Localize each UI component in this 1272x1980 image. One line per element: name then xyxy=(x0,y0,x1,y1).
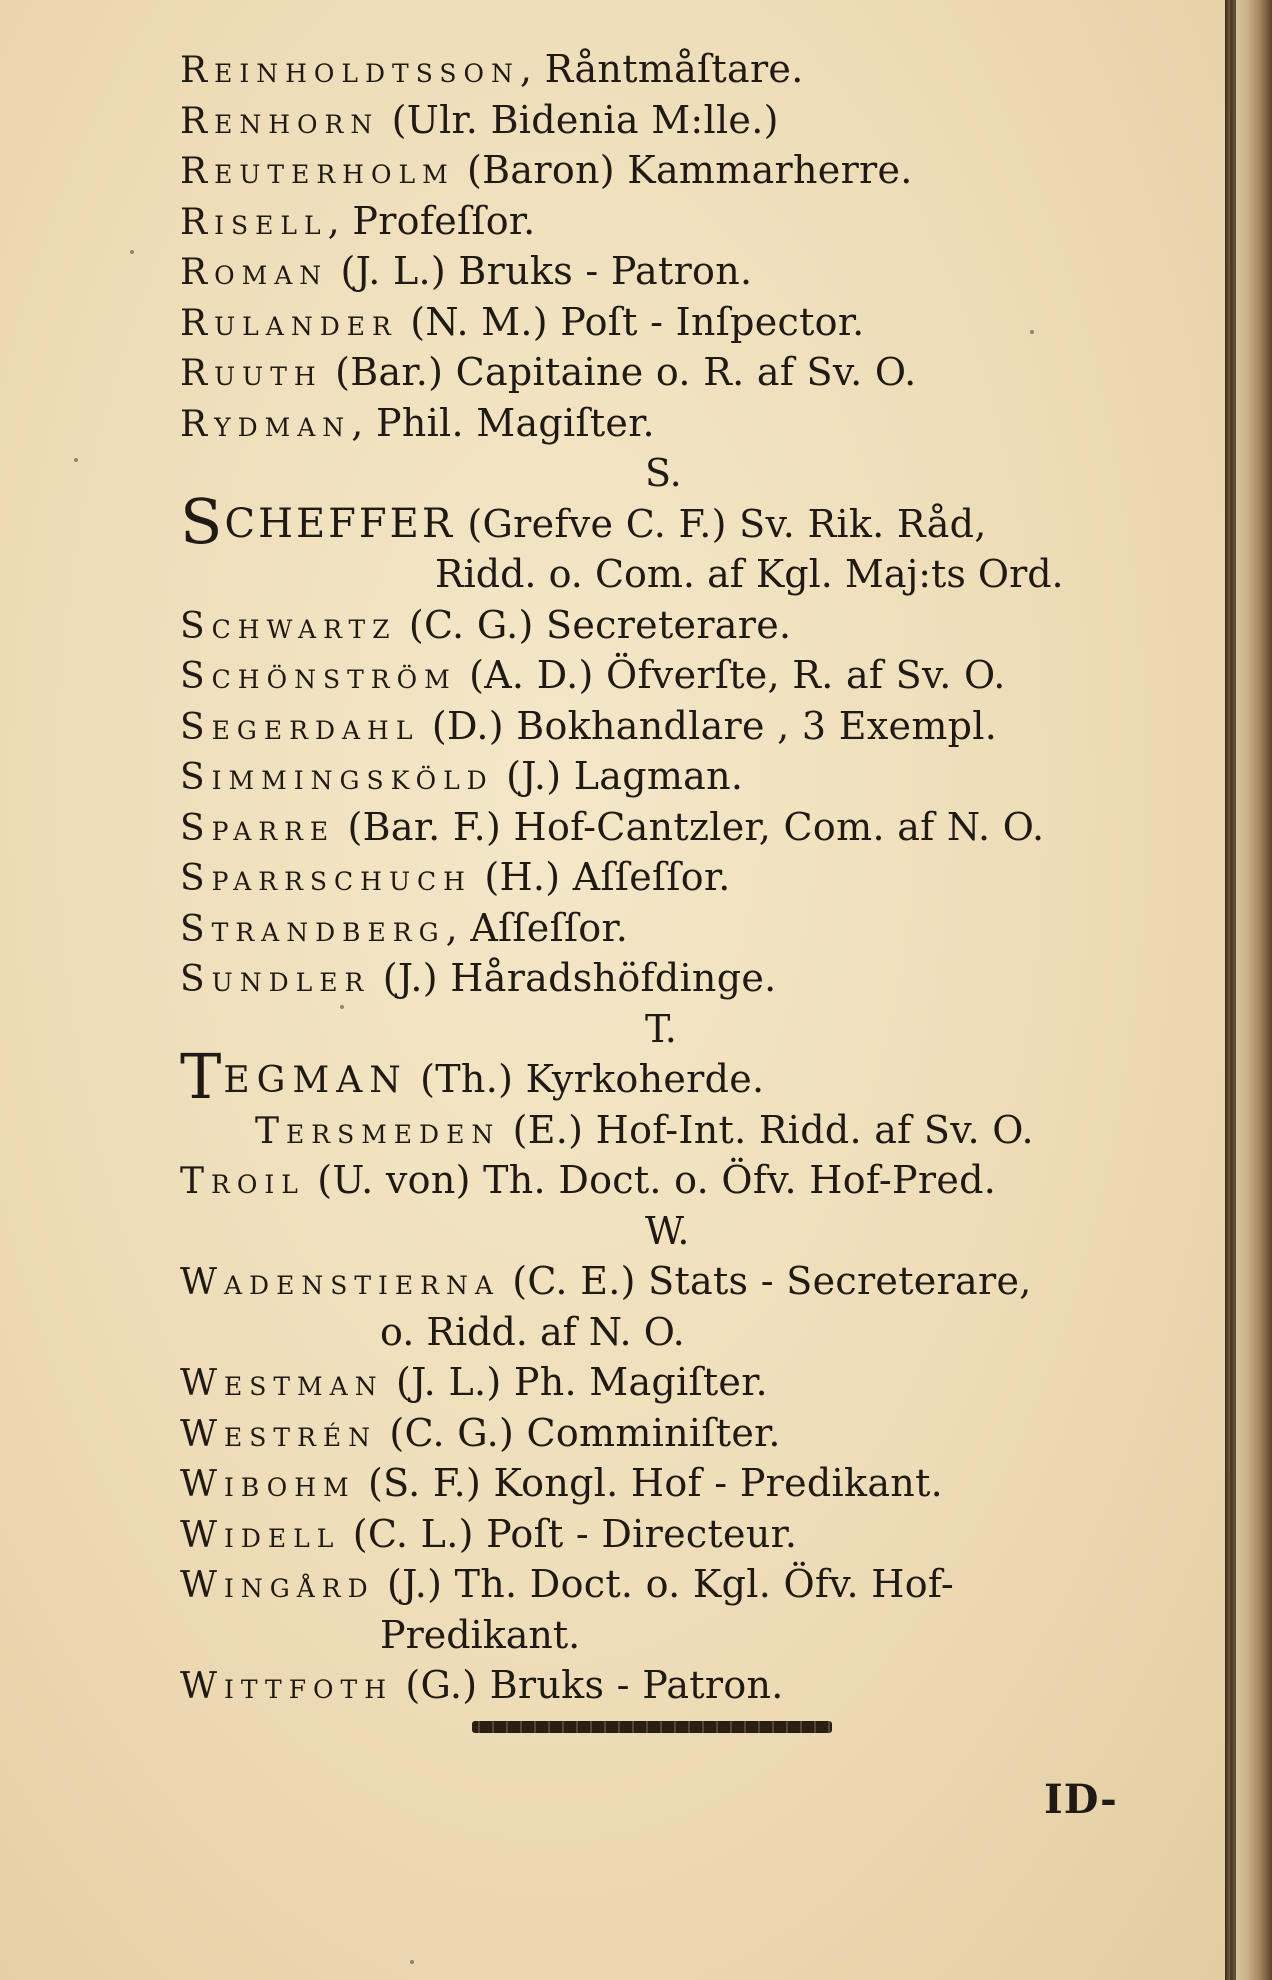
list-entry xyxy=(180,347,1140,398)
entry-name: Rulander xyxy=(180,302,398,344)
entry-name: Troil xyxy=(180,1161,305,1202)
entry-name: Ruuth xyxy=(180,353,323,394)
list-entry xyxy=(180,145,1140,196)
entry-text: (S. F.) Kongl. Hof - Predikant. xyxy=(355,1461,944,1505)
section-letter: T. xyxy=(645,1006,677,1051)
entry-name: Widell xyxy=(180,1514,341,1556)
entry-text: (C. E.) Stats - Secreterare, xyxy=(499,1259,1032,1303)
entry-text: , Phil. Magiſter. xyxy=(351,400,655,445)
entry-name: Schönström xyxy=(180,656,457,697)
entry-text: (G.) Bruks - Patron. xyxy=(393,1663,784,1707)
entry-name: Renhorn xyxy=(180,100,380,142)
section-letter: S. xyxy=(645,451,682,495)
entry-name: Rydman xyxy=(180,403,352,445)
entry-name: Wingård xyxy=(180,1565,375,1606)
list-entry xyxy=(180,650,1140,701)
entry-name: Reinholdtsson xyxy=(180,50,520,91)
section-letter: W. xyxy=(645,1208,690,1253)
entry-continuation: Predikant. xyxy=(380,1612,581,1657)
entry-name: Simmingsköld xyxy=(180,757,494,798)
entry-name: Sparre xyxy=(180,807,336,849)
list-entry xyxy=(180,903,1140,954)
list-entry xyxy=(180,484,1140,558)
entry-name: Westrén xyxy=(180,1413,378,1455)
list-entry xyxy=(180,398,1140,449)
subscriber-list xyxy=(180,44,1140,1711)
entry-text: (Baron) Kammarherre. xyxy=(454,148,913,192)
list-entry xyxy=(180,1256,1140,1307)
entry-text: (N. M.) Poſt - Inſpector. xyxy=(397,299,865,344)
entry-name: Sparrschuch xyxy=(180,858,472,899)
entry-text: (J. L.) Bruks - Patron. xyxy=(328,249,753,293)
entry-text: , Råntmåſtare. xyxy=(519,47,804,91)
entry-text: , Aſſeſſor. xyxy=(445,905,629,950)
list-entry xyxy=(180,1040,1140,1113)
entry-name: Wibohm xyxy=(180,1464,356,1505)
entry-name: Schwartz xyxy=(180,605,397,647)
entry-name: Strandberg xyxy=(180,908,446,950)
entry-name: Wittfoth xyxy=(180,1666,394,1707)
entry-text: (J.) Th. Doct. o. Kgl. Öfv. Hof- xyxy=(374,1562,955,1606)
entry-continuation: Ridd. o. Com. af Kgl. Maj:ts Ord. xyxy=(435,552,1064,596)
entry-text: (E.) Hof-Int. Ridd. af Sv. O. xyxy=(500,1107,1034,1152)
initial-capital: T xyxy=(180,1040,222,1113)
entry-text: (H.) Aſſeſſor. xyxy=(471,855,731,899)
entry-name: CHEFFER xyxy=(224,500,455,547)
entry-text: (D.) Bokhandlare , 3 Exempl. xyxy=(419,703,998,748)
entry-name: Wadenstierna xyxy=(180,1262,500,1303)
list-entry xyxy=(180,1357,1140,1408)
list-entry xyxy=(180,600,1140,651)
paper-speck xyxy=(340,1005,344,1009)
printers-ornament-rule xyxy=(472,1721,832,1733)
list-entry xyxy=(180,1559,1140,1610)
entry-name: Tersmeden xyxy=(255,1110,501,1152)
entry-text: (C. G.) Comminiſter. xyxy=(377,1410,781,1455)
entry-name: Risell xyxy=(180,201,328,243)
list-entry xyxy=(180,246,1140,297)
paper-speck xyxy=(1030,330,1034,334)
entry-text: (A. D.) Öfverſte, R. af Sv. O. xyxy=(456,653,1006,697)
paper-speck xyxy=(410,1960,414,1964)
list-entry xyxy=(180,44,1140,95)
list-entry xyxy=(180,852,1140,903)
list-entry xyxy=(180,1155,1140,1206)
list-entry xyxy=(180,1458,1140,1509)
list-entry xyxy=(180,95,1140,146)
list-entry xyxy=(180,196,1140,247)
entry-text: (U. von) Th. Doct. o. Öfv. Hof-Pred. xyxy=(304,1158,997,1202)
list-entry xyxy=(180,1509,1140,1560)
entry-text: (C. G.) Secreterare. xyxy=(396,602,792,647)
entry-text: (Bar. F.) Hof-Cantzler, Com. af N. O. xyxy=(335,804,1045,849)
list-entry xyxy=(180,1408,1140,1459)
entry-name: Reuterholm xyxy=(180,151,455,192)
entry-name: Roman xyxy=(180,252,329,293)
entry-text: , Profeſſor. xyxy=(327,198,536,243)
paper-speck xyxy=(74,458,78,462)
entry-text: (J.) Lagman. xyxy=(493,754,744,798)
initial-capital: S xyxy=(180,484,223,558)
entry-text: (Grefve C. F.) Sv. Rik. Råd, xyxy=(455,501,987,546)
list-entry xyxy=(180,751,1140,802)
entry-text: (Th.) Kyrkoherde. xyxy=(407,1057,765,1101)
list-entry xyxy=(180,1660,1140,1711)
binding-fold-shadow xyxy=(1230,0,1236,1980)
list-entry xyxy=(180,1105,1140,1156)
entry-continuation: o. Ridd. af N. O. xyxy=(380,1309,685,1354)
entry-name: Segerdahl xyxy=(180,706,420,748)
list-entry xyxy=(180,953,1140,1004)
entry-name: Sundler xyxy=(180,959,371,1000)
entry-text: (C. L.) Poſt - Directeur. xyxy=(340,1511,798,1556)
list-entry xyxy=(180,297,1140,348)
entry-name: EGMAN xyxy=(223,1060,408,1101)
catchword: ID- xyxy=(1044,1776,1118,1823)
entry-text: (Ulr. Bidenia M:lle.) xyxy=(379,97,779,142)
entry-text: (J.) Håradshöfdinge. xyxy=(370,956,777,1000)
entry-text: (Bar.) Capitaine o. R. af Sv. O. xyxy=(322,350,917,394)
entry-text: (J. L.) Ph. Magiſter. xyxy=(383,1360,768,1404)
list-entry xyxy=(180,701,1140,752)
entry-name: Westman xyxy=(180,1363,384,1404)
paper-speck xyxy=(130,250,134,254)
list-entry xyxy=(180,802,1140,853)
